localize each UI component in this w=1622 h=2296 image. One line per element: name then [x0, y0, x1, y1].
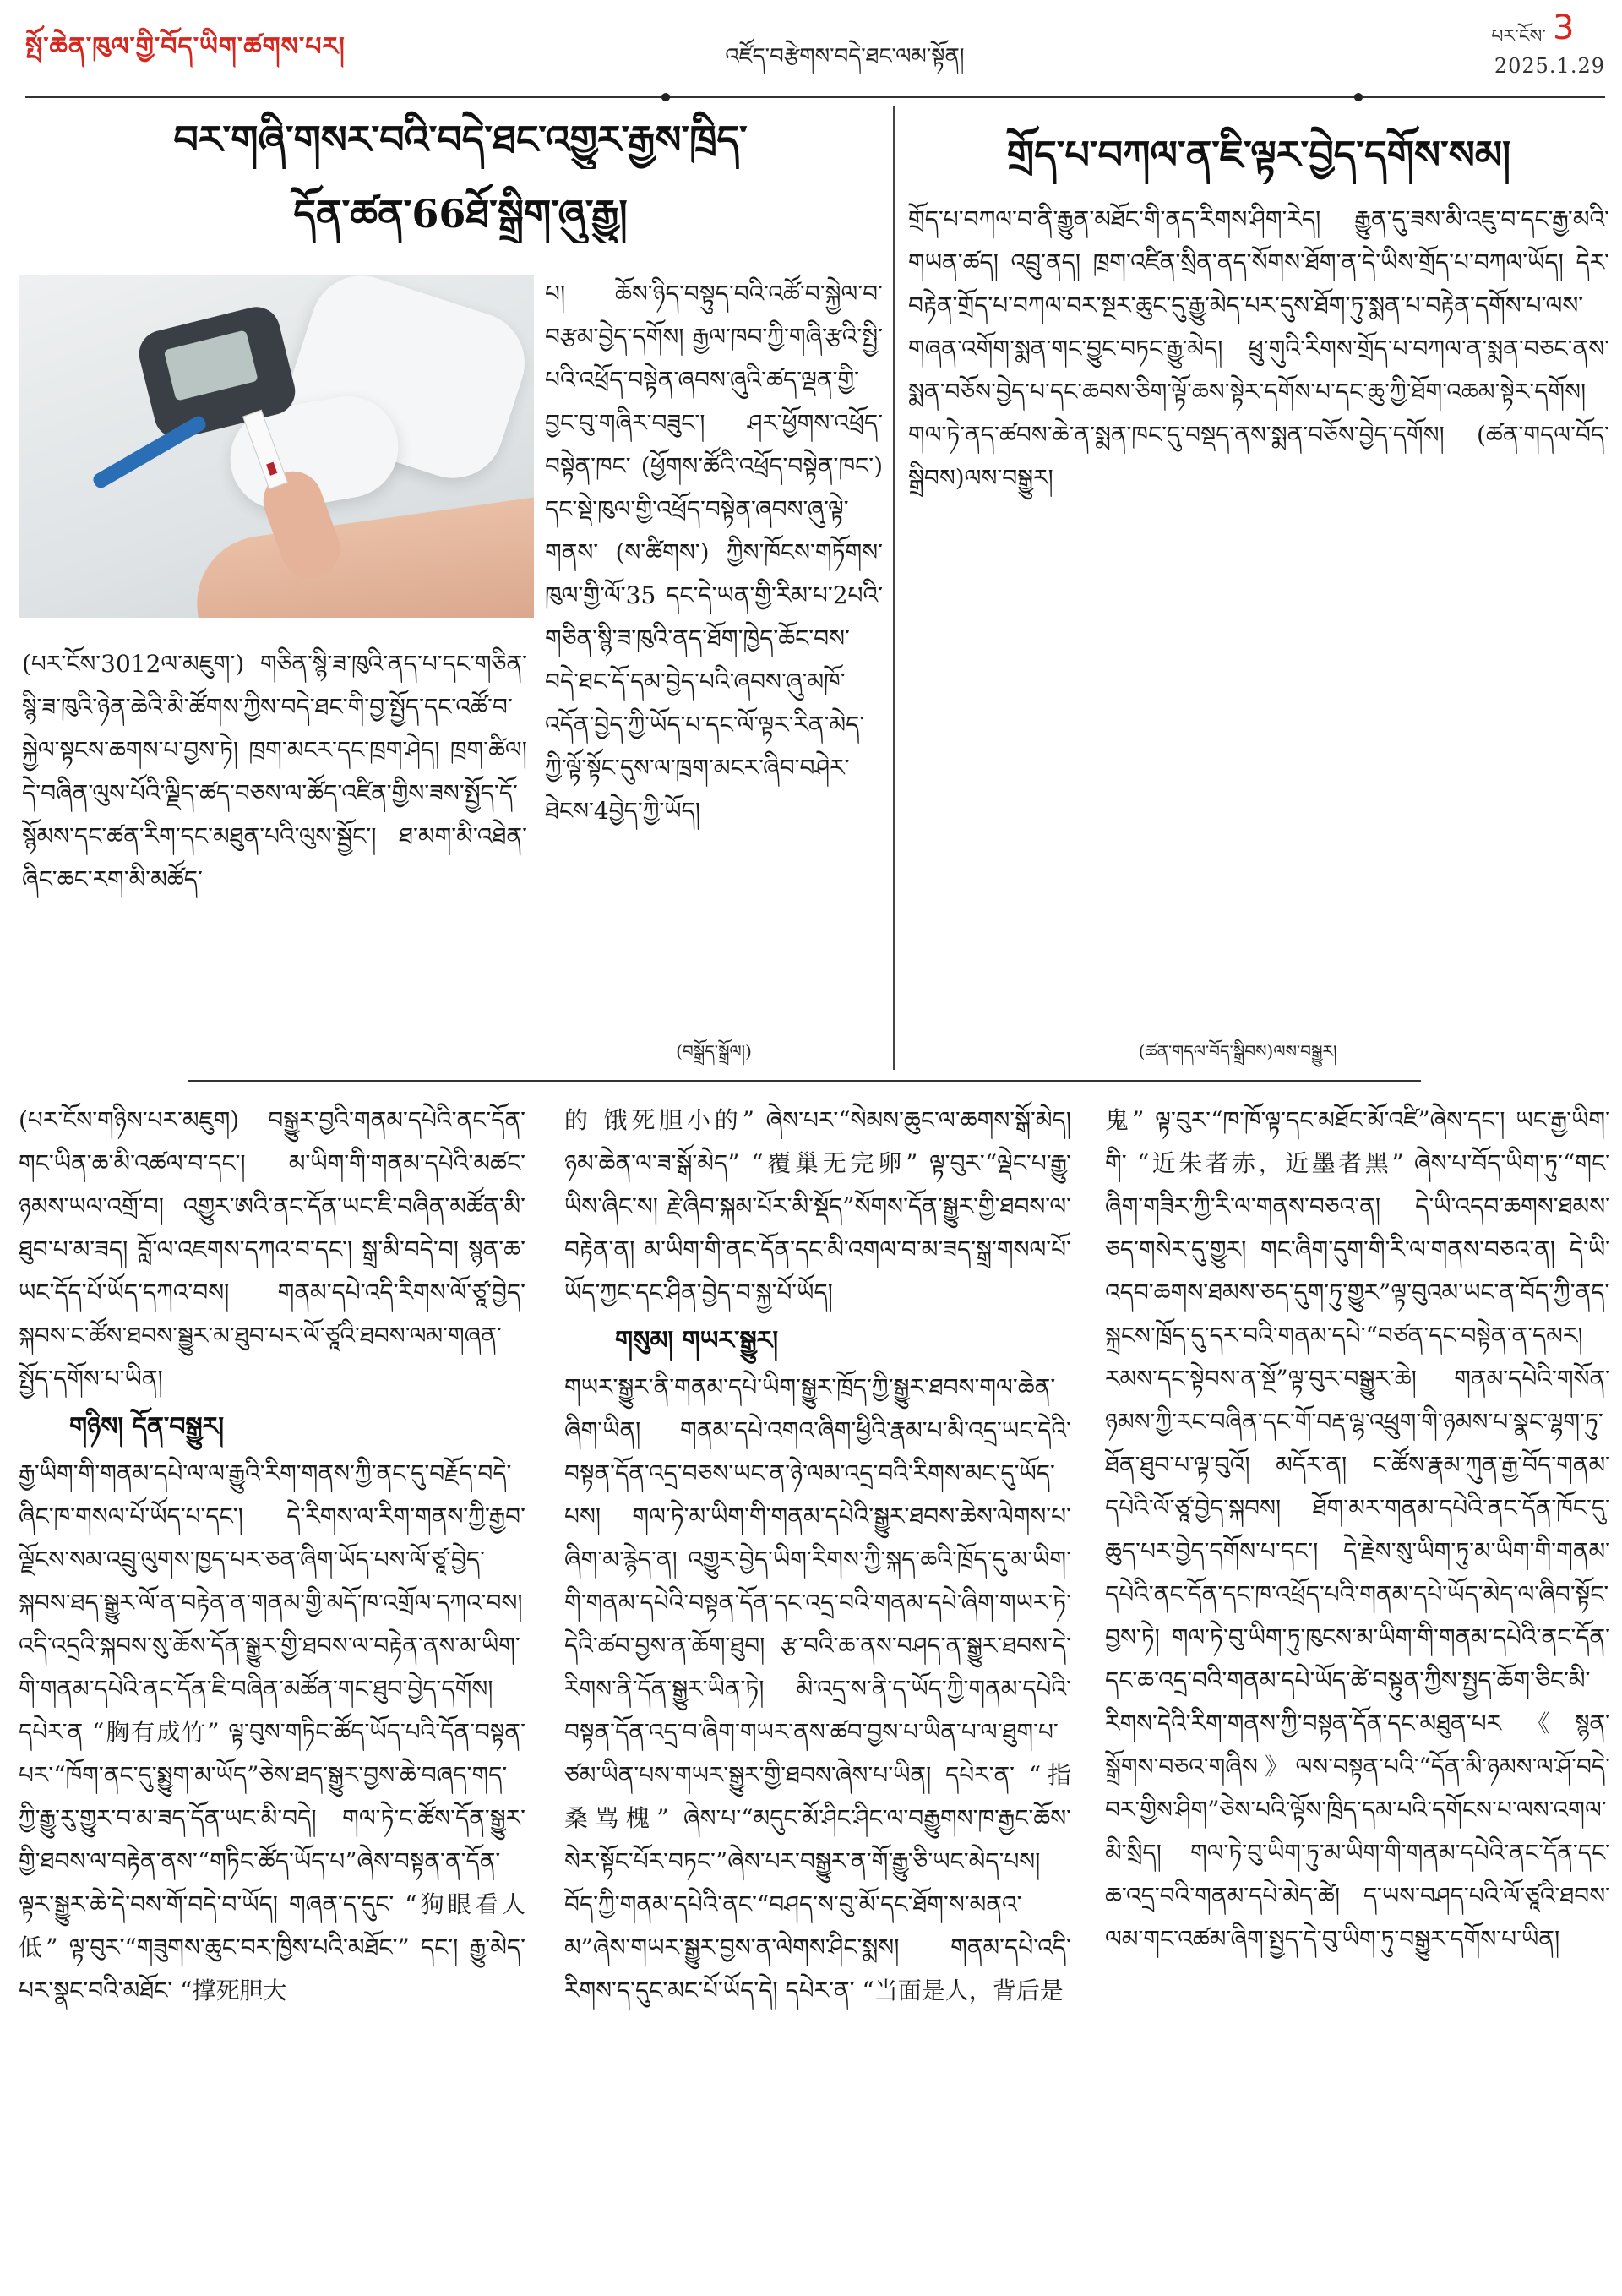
bottom-col1-section-heading: གཉིས། དོན་བསྒྱུར། — [69, 1412, 225, 1442]
bottom-col3-zh-a: 鬼” — [1105, 1106, 1145, 1134]
blood-glucose-test-photo — [19, 275, 534, 618]
masthead: སྤོ་ཆེན་ཁུལ་གྱི་བོད་ཡིག་ཚགས་པར། — [25, 32, 346, 62]
issue-date: 2025.1.29 — [1494, 54, 1605, 78]
bottom-col1-body: རྒྱ་ཡིག་གི་གནམ་དཔེ་ལ་ལ་རྒྱུའི་རིག་གནས་ཀྱི་ནང་དུ་བརྗོད་བདེ་ཞིང་ཁ་གསལ་པོ་ཡོད་པ་དང་། དེ་རིགས་ལ་རིག་གནས་ཀྱི་རྒྱབ་ལྗོངས་སམ་འབྲུ་ལུགས་ཁྱད་པར་ཅན་ཞིག་ཡོད་པས་ལོ་ཙཱ་བྱེད་སྐབས་ཐད་སྒྱུར་ལོ་ན་བརྟེན་ན་གནམ་གྱི་མདོ་ཁ་འགྲོལ་དཀའ་བས། འདི་འདྲའི་སྐབས་སུ་ཆོས་དོན་སྒྱུར་གྱི་ཐབས་ལ་བརྟེན་ནས་མ་ཡིག་གི་གནམ་དཔེའི་ནང་དོན་ཇི་བཞིན་མཚོན་གང་ཐུབ་བྱེད་དགོས། དཔེར་ན — [19, 1459, 525, 1746]
bottom-col1-intro: (པར་ངོས་གཉིས་པར་མཇུག) བསྒྱུར་བྱའི་གནམ་དཔེའི་ནང་དོན་གང་ཡིན་ཆ་མི་འཚལ་བ་དང་། མ་ཡིག་གི་གནམ་དཔེའི་མཚང་ཉམས་ཡལ་འགྲོ་བ། འགྱུར་ཨའི་ནང་དོན་ཡང་ཇི་བཞིན་མཚོན་མི་ཐུབ་པ་མ་ཟད། བློ་ལ་འཇགས་དཀའ་བ་དང་། སྒྲ་མི་བདེ་བ། སྙན་ཆ་ཡང་དོད་པོ་ཡོད་དཀའ་བས། གནམ་དཔེ་འདི་རིགས་ལོ་ཙཱ་བྱེད་སྐབས་ང་ཚོས་ཐབས་སྦྱུར་མ་ཐུབ་པར་ལོ་ཙཱའི་ཐབས་ལམ་གཞན་སྤྱོད་དགོས་པ་ཡིན། — [19, 1106, 525, 1393]
page-number: 3 — [1553, 8, 1575, 47]
page-label: པར་ངོས་ — [1491, 26, 1546, 47]
bottom-col2-zh-a: 的 饿死胆小的” — [564, 1106, 754, 1134]
article-left-headline-2: དོན་ཚན་66ཐོ་སྒྲིག་ཞུ་རྒྱུ། — [293, 191, 628, 237]
mid-rule — [188, 1080, 1421, 1082]
bottom-zh-3: “撑死胆大 — [180, 1977, 287, 2004]
bottom-col2-b: ལྟ་བུར་“ལྡེང་པ་རྒྱུ་ཡིས་ཞིང་ས། རྗེ་ཞིབ་སྐམ་པོར་མི་སྡོད”སོགས་དོན་སྒྱུར་གྱི་ཐབས་ལ་བརྟེན་ན། མ་ཡིག་གི་ནང་དོན་དང་མི་འགལ་བ་མ་ཟད་སྒྲ་གསལ་པོ་ཡོད་ཀྱང་དང་ཤིན་བྱེད་བ་སྐྱ་པོ་ཡོད། — [564, 1149, 1071, 1306]
bottom-col3-b: ཞེས་པ་བོད་ཡིག་ཏུ་“གང་ཞིག་གཟིར་ཀྱི་རི་ལ་གནས་བཅའ་ན། དེ་ཡི་འདབ་ཆགས་ཐམས་ཅད་གསེར་དུ་གྱུར། གང་ཞིག་དུག་གི་རི་ལ་གནས་བཅའ་ན། དེ་ཡི་འདབ་ཆགས་ཐམས་ཅད་དུག་ཏུ་གྱུར”ལྟ་བུའམ་ཡང་ན་བོད་ཀྱི་ནད་སྐྲངས་ཁྲོད་དུ་དར་བའི་གནམ་དཔེ་“བཙན་དང་བསྟེན་ན་དམར། རམས་དང་སྟེབས་ན་སྔོ”ལྟ་བུར་བསྒྱུར་ཆེ། གནམ་དཔེའི་གསོན་ཉམས་ཀྱི་རང་བཞིན་དང་གོ་བརྡ་ལྷ་འཕྲུག་གི་ཉམས་པ་སྣང་ལྷག་ཏུ་ཐོན་ཐུབ་པ་ལྟ་བུའོ། — [1105, 1149, 1610, 1479]
bottom-col1-end: ལྟ་བུར་“གཟུགས་ཆུང་བར་ཁྱིས་པའི་མཐོང་” དང་། རྒྱུ་མེད་པར་སྣང་བའི་མཐོང་ — [19, 1933, 525, 2004]
bottom-zh-6: “当面是人，背后是 — [862, 1977, 1064, 2004]
article-left-col-a: (པར་ངོས་3012ལ་མཇུག་) གཅིན་སྙི་ཟ་ཁུའི་ནད་པ་དང་གཅིན་སྙི་ཟ་ཁུའི་ཉེན་ཆེའི་མི་ཚོགས་ཀྱིས་བདེ་ཐང་གི་བྱ་སྤྱོད་དང་འཚོ་བ་སྐྱེལ་སྟངས་ཆགས་པ་བྱས་ཏེ། ཁྲག་མངར་དང་ཁྲག་ཤེད། ཁྲག་ཚིལ། དེ་བཞིན་ལུས་པོའི་ལྗིད་ཚད་བཅས་ལ་ཚོད་འཛིན་གྱིས་ཟས་སྤྱོད་དོ་སྙོམས་དང་ཚན་རིག་དང་མཐུན་པའི་ལུས་སྦྱོང་། ཐ་མག་མི་འཐེན་ཞིང་ཆང་རག་མི་མཚོད་ — [22, 650, 527, 893]
blood-sample — [266, 462, 277, 476]
bottom-col-2 — [564, 1099, 1071, 2282]
bottom-zh-1: “胸有成竹” — [92, 1718, 220, 1746]
bottom-col3-a: ལྟ་བུར་“ཁ་ཁོ་ལྟ་དང་མཐོང་མོ་འཛི”ཞེས་དང་། ཡང་རྒྱ་ཡིག་གི་ — [1105, 1106, 1610, 1177]
bottom-col-3 — [1105, 1099, 1610, 2282]
article-right-headline: གྲོད་པ་བཀལ་ན་ཇི་ལྟར་བྱེད་དགོས་སམ། — [1006, 132, 1511, 177]
header-rule-dot-right — [1354, 93, 1363, 101]
article-right-credit: (ཚན་གདལ་བོད་སྒྲིབས)ལས་བསྒྱུར། — [1138, 1041, 1337, 1061]
top-column-divider — [893, 106, 895, 1070]
bottom-col2-body: གཡར་སྒྱུར་ནི་གནམ་དཔེ་ཡིག་སྒྱུར་ཁྲོད་ཀྱི་སྒྱུར་ཐབས་གལ་ཆེན་ཞིག་ཡིན། གནམ་དཔེ་འགའ་ཞིག་ཕྱིའི་རྣམ་པ་མི་འདྲ་ཡང་དེའི་བསྟན་དོན་འདྲ་བཅས་ཡང་ན་ཉེ་ལམ་འདྲ་བའི་རིགས་མང་དུ་ཡོད་པས། གལ་ཏེ་མ་ཡིག་གི་གནམ་དཔེའི་སྒྱུར་ཐབས་ཆེས་ལེགས་པ་ཞིག་མ་རྙེད་ན། འགྱུར་བྱེད་ཡིག་རིགས་ཀྱི་སྐད་ཆའི་ཁྲོད་དུ་མ་ཡིག་གི་གནམ་དཔེའི་བསྟན་དོན་དང་འདྲ་བའི་གནམ་དཔེ་ཞིག་གཡར་ཏེ་དེའི་ཚབ་བྱས་ན་ཆོག་ཐུབ། རྩ་བའི་ཆ་ནས་བཤད་ན་སྒྱུར་ཐབས་དེ་རིགས་ནི་དོན་སྒྱུར་ཡིན་ཏེ། མི་འདྲ་ས་ནི་ད་ཡོད་ཀྱི་གནམ་དཔེའི་བསྟན་དོན་འདྲ་བ་ཞིག་གཡར་ནས་ཚབ་བྱས་པ་ཡིན་པ་ལ་ཐུག་པ་ཙམ་ཡིན་པས་གཡར་སྒྱུར་གྱི་ཐབས་ཞེས་པ་ཡིན། དཔེར་ན་ — [564, 1373, 1071, 1789]
bottom-col1-tail: ལྟ་བུས་གཏིང་ཚོད་ཡོད་པའི་དོན་བསྟན་པར་“ཁོག་ནང་དུ་སྨྱུག་མ་ཡོད”ཅེས་ཐད་སྒྱུར་བྱས་ཆེ་བཞད་གད་ཀྱི་རྒྱུ་རུ་གྱུར་བ་མ་ཟད་དོན་ཡང་མི་བདེ། གལ་ཏེ་ང་ཚོས་དོན་སྒྱུར་གྱི་ཐབས་ལ་བརྟེན་ནས་“གཏིང་ཚོད་ཡོད་པ”ཞེས་བསྟན་ན་དོན་ལྟར་སྒྱུར་ཆེ་དེ་བས་གོ་བདེ་བ་ཡོད། གཞན་ད་དུང་ — [19, 1718, 525, 1918]
bottom-col3-c: མདོར་ན། ང་ཚོས་རྣམ་ཀུན་རྒྱ་བོད་གནམ་དཔེའི་ལོ་ཙཱ་བྱེད་སྐབས། ཐོག་མར་གནམ་དཔེའི་ནང་དོན་ཁོང་དུ་ཆུད་པར་བྱེད་དགོས་པ་དང་། དེ་རྗེས་སུ་ཡིག་ཏུ་མ་ཡིག་གི་གནམ་དཔེའི་ནང་དོན་དང་ཁ་འཕྲོད་པའི་གནམ་དཔེ་ཡོད་མེད་ལ་ཞིབ་སྟོང་བྱས་ཏེ། གལ་ཏེ་བུ་ཡིག་ཏུ་ཁུངས་མ་ཡིག་གི་གནམ་དཔེའི་ནང་དོན་དང་ཆ་འདྲ་བའི་གནམ་དཔེ་ཡོད་ཚེ་བསྟུན་ཀྱིས་སྤྱད་ཆོག་ཅིང་མི་རིགས་དེའི་རིག་གནས་ཀྱི་བསྟན་དོན་དང་མཐུན་པར《སྙན་སྒྲོགས་བཅའ་གཞིས》ལས་བསྟན་པའི་“དོན་མི་ཉམས་ལ་ཤོ་བདེ་བར་གྱིས་ཤིག”ཅེས་པའི་ལྟོས་ཁྲིད་དམ་པའི་དགོངས་པ་ལས་འགལ་མི་སྲིད། གལ་ཏེ་བུ་ཡིག་ཏུ་མ་ཡིག་གི་གནམ་དཔེའི་ནང་དོན་དང་ཆ་འདྲ་བའི་གནམ་དཔེ་མེད་ཚེ། ད་ཡས་བཤད་པའི་ལོ་ཙཱའི་ཐབས་ལམ་གང་འཚམ་ཞིག་སྤྱད་དེ་བུ་ཡིག་ཏུ་བསྒྱུར་དགོས་པ་ཡིན། — [1105, 1451, 1610, 1953]
bottom-col2-a: ཞེས་པར་“སེམས་ཆུང་ལ་ཆགས་སྒོ་མེད། ཉམ་ཆེན་ལ་ཟ་སྒོ་མེད” — [564, 1106, 1071, 1177]
patient-hand — [188, 497, 534, 618]
bottom-zh-7: “近朱者赤，近墨者黑” — [1137, 1149, 1404, 1177]
section-title: འཛོད་བརྩེགས་བདེ་ཐང་ལམ་སྟོན། — [725, 44, 965, 69]
meter-screen — [164, 330, 259, 401]
bottom-col-1 — [19, 1099, 525, 2282]
header-rule — [25, 96, 1605, 98]
article-left-headline-1: བར་གཞི་གསར་བའི་བདེ་ཐང་འགྱུར་རྒྱས་ཁྲིད་ — [173, 117, 748, 162]
bottom-zh-2: “狗眼看人低” — [19, 1890, 525, 1961]
bottom-zh-4: “覆巢无完卵” — [751, 1149, 918, 1177]
bottom-col2-section-heading: གསུམ། གཡར་སྒྱུར། — [615, 1326, 778, 1355]
article-right-body: གྲོད་པ་བཀལ་བ་ནི་རྒྱུན་མཐོང་གི་ནད་རིགས་ཤིག་རེད། རྒྱུན་དུ་ཟས་མི་འཇུ་བ་དང་རྒྱ་མའི་གཡན་ཚད། འབྲུ་ནད། ཁྲག་འཛིན་སྲིན་ནད་སོགས་ཐོག་ན་དེ་ཡིས་གྲོད་པ་བཀལ་ཡོད། དེར་བརྟེན་གྲོད་པ་བཀལ་བར་སྔར་ཆུང་དུ་རྒྱུ་མེད་པར་དུས་ཐོག་ཏུ་སྨན་པ་བརྟེན་དགོས་པ་ལས་གཞན་འགོག་སྨན་གང་བྱུང་བཏང་རྒྱུ་མེད། ཕྲུ་གུའི་རིགས་གྲོད་པ་བཀལ་ན་སྨན་བཅང་ནས་སྨན་བཅོས་བྱེད་པ་དང་ཆབས་ཅིག་ལྟོ་ཆས་སྟེར་དགོས་པ་དང་ཆུ་ཀྱི་ཐོག་འཆམ་སྟེར་དགོས། གལ་ཏེ་ནད་ཚབས་ཆེ་ན་སྨན་ཁང་དུ་བསྡད་ནས་སྨན་བཅོས་བྱེད་དགོས། (ཚན་གདལ་བོད་སྒྲིབས)ལས་བསྒྱུར། — [908, 205, 1609, 492]
lancet — [91, 414, 209, 491]
article-left-credit: (བསྒྲོད་སྒྲོལ།) — [676, 1041, 752, 1061]
header-rule-dot-left — [661, 93, 670, 101]
bottom-zh-5: “指桑骂槐” — [564, 1761, 1071, 1832]
article-left-col-b: པ། ཆོས་ཉིད་བསྟུད་བའི་འཚོ་བ་སྐྱེལ་བ་བརྩམ་བྱེད་དགོས། རྒྱལ་ཁབ་ཀྱི་གཞི་རྩའི་སྤྱི་པའི་འཕྲོད་བསྟེན་ཞབས་ཞུའི་ཚད་ལྡན་གྱི་བྱང་བུ་གཞིར་བཟུང་། ཤར་ཕྱོགས་འཕྲོད་བསྟེན་ཁང་ (ཕྱོགས་ཚོའི་འཕྲོད་བསྟེན་ཁང་) དང་སྡེ་ཁུལ་གྱི་འཕྲོད་བསྟེན་ཞབས་ཞུ་ལྟེ་གནས་ (ས་ཚིགས་) ཀྱིས་ཁོངས་གཏོགས་ཁུལ་གྱི་ལོ་35 དང་དེ་ཡན་གྱི་རིམ་པ་2པའི་གཅིན་སྙི་ཟ་ཁུའི་ནད་ཐོག་ཁྱེད་ཆོང་བས་བདེ་ཐང་དོ་དམ་བྱེད་པའི་ཞབས་ཞུ་མཁོ་འདོན་བྱེད་ཀྱི་ཡོད་པ་དང་ལོ་ལྟར་རིན་མེད་ཀྱི་ལྟོ་སྟོང་དུས་ལ་ཁྲག་མངར་ཞིབ་བཤེར་ཐེངས་4བྱེད་ཀྱི་ཡོད། — [545, 280, 883, 825]
bottom-col2-c: ཞེས་པ་“མདུང་མོ་ཤིང་ཤིང་ལ་བརྒྱུགས་ཁ་རྒྱང་ཆོས་སེར་སྟོང་པོར་བཏང་”ཞེས་པར་བསྒྱུར་ན་གོ་རྒྱུ་ཅི་ཡང་མེད་པས། བོད་ཀྱི་གནམ་དཔེའི་ནང་“བཤད་ས་བུ་མོ་དང་ཐོག་ས་མནའ་མ”ཞེས་གཡར་སྒྱུར་བྱས་ན་ལེགས་ཤིང་སྨས། གནམ་དཔེ་འདི་རིགས་ད་དུང་མང་པོ་ཡོད་དེ། དཔེར་ན་ — [564, 1804, 1071, 2004]
